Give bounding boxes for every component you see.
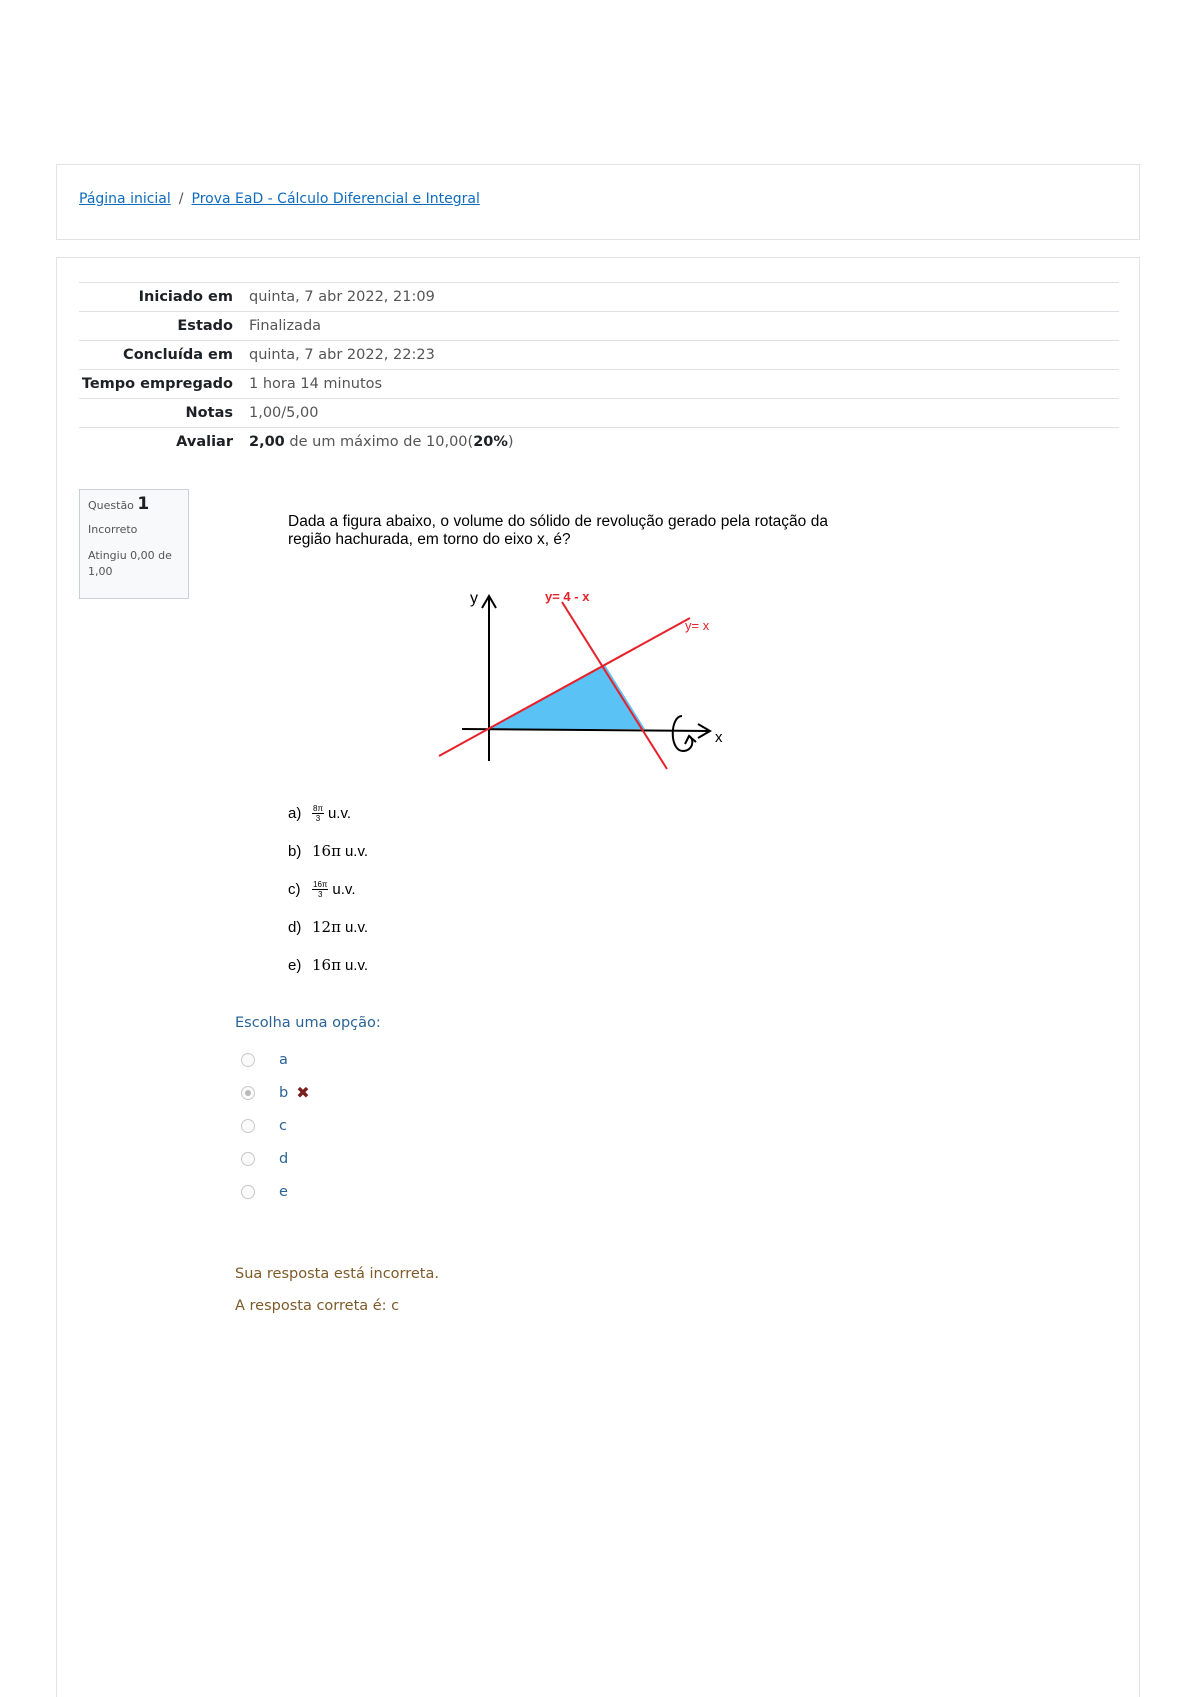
answer-choice-e[interactable] (241, 1175, 310, 1208)
summary-value (241, 428, 1119, 457)
x-axis-label: x (715, 729, 723, 746)
breadcrumb-separator: / (178, 191, 184, 207)
option-fraction (312, 804, 324, 823)
line2-label: y= x (685, 618, 710, 633)
summary-row (79, 341, 1119, 370)
answer-feedback (235, 1258, 439, 1322)
attempt-summary-table (79, 282, 1119, 456)
answer-choice-b[interactable] (241, 1076, 310, 1109)
question-text: Dada a figura abaixo, o volume do sólido de revolução gerado pela rotação da região hachurada, em torno do eixo x, é? (288, 513, 828, 548)
answer-choice-c[interactable] (241, 1109, 310, 1142)
question-grade: Atingiu 0,00 de 1,00 (88, 549, 172, 578)
option-unit: u.v. (344, 842, 369, 860)
question-option-c (288, 870, 368, 908)
option-expression: 12π (312, 918, 341, 936)
radio-button[interactable] (241, 1185, 255, 1199)
option-unit: u.v. (344, 918, 369, 936)
radio-button[interactable] (241, 1119, 255, 1133)
option-letter: c) (288, 880, 301, 898)
answer-prompt: Escolha uma opção: (235, 1015, 381, 1031)
question-option-e (288, 946, 368, 984)
radio-button[interactable] (241, 1053, 255, 1067)
answer-choices (241, 1043, 310, 1208)
answer-choice-label: e (279, 1183, 288, 1200)
summary-label: Avaliar (176, 434, 233, 450)
summary-value: quinta, 7 abr 2022, 22:23 (249, 347, 435, 363)
grade-close-paren: ) (507, 434, 514, 450)
y-axis-label: y (470, 590, 478, 607)
question-state: Incorreto (88, 523, 138, 536)
line1-label: y= 4 - x (545, 589, 590, 604)
summary-label: Tempo empregado (81, 376, 233, 392)
option-expression: 16π (312, 842, 341, 860)
breadcrumb-course-link[interactable]: Prova EaD - Cálculo Diferencial e Integral (191, 191, 480, 207)
option-letter: d) (288, 918, 302, 936)
fraction-numerator: 16π (313, 879, 328, 889)
answer-choice-a[interactable] (241, 1043, 310, 1076)
grade-max-text: de um máximo de 10,00( (284, 434, 474, 450)
feedback-correct-answer: A resposta correta é: c (235, 1298, 400, 1314)
summary-label: Estado (177, 318, 233, 334)
breadcrumb (79, 191, 480, 207)
line-y-equals-x (439, 618, 690, 756)
question-label: Questão (88, 499, 134, 512)
incorrect-icon: ✖ (296, 1083, 310, 1102)
summary-value: 1 hora 14 minutos (249, 376, 383, 392)
question-option-d (288, 908, 368, 946)
answer-choice-label: c (279, 1117, 287, 1134)
summary-value: 1,00/5,00 (249, 405, 319, 421)
feedback-incorrect: Sua resposta está incorreta. (235, 1266, 439, 1282)
option-letter: b) (288, 842, 302, 860)
option-letter: e) (288, 956, 302, 974)
question-number: 1 (137, 494, 150, 514)
summary-row (79, 370, 1119, 399)
grade-score: 2,00 (249, 434, 285, 450)
summary-row (79, 312, 1119, 341)
fraction-denominator: 3 (317, 889, 323, 899)
summary-label: Notas (185, 405, 233, 421)
breadcrumb-panel (56, 164, 1140, 240)
breadcrumb-home-link[interactable]: Página inicial (79, 191, 171, 207)
summary-row (79, 428, 1119, 457)
option-unit: u.v. (344, 956, 369, 974)
question-option-b (288, 832, 368, 870)
quiz-review-panel (56, 257, 1140, 1697)
summary-value: quinta, 7 abr 2022, 21:09 (249, 289, 435, 305)
fraction-numerator: 8π (313, 803, 323, 813)
radio-button-selected[interactable] (241, 1086, 255, 1100)
grade-percent: 20% (473, 434, 508, 450)
answer-choice-d[interactable] (241, 1142, 310, 1175)
summary-value: Finalizada (249, 318, 322, 334)
answer-choice-label: a (279, 1051, 288, 1068)
revolution-figure (427, 576, 727, 786)
rotation-arrow-icon (673, 716, 693, 751)
summary-row (79, 283, 1119, 312)
option-unit: u.v. (332, 880, 356, 898)
summary-label: Concluída em (123, 347, 233, 363)
answer-choice-label: d (279, 1150, 289, 1167)
summary-label: Iniciado em (138, 289, 233, 305)
fraction-denominator: 3 (315, 813, 321, 823)
option-fraction (312, 880, 328, 899)
question-info-box (79, 489, 189, 599)
summary-row (79, 399, 1119, 428)
option-unit: u.v. (327, 804, 352, 822)
rotation-arrow-head (685, 736, 696, 744)
question-options (288, 794, 368, 984)
answer-choice-label: b (279, 1084, 289, 1101)
option-letter: a) (288, 804, 302, 822)
question-option-a (288, 794, 368, 832)
radio-button[interactable] (241, 1152, 255, 1166)
option-expression: 16π (312, 956, 341, 974)
